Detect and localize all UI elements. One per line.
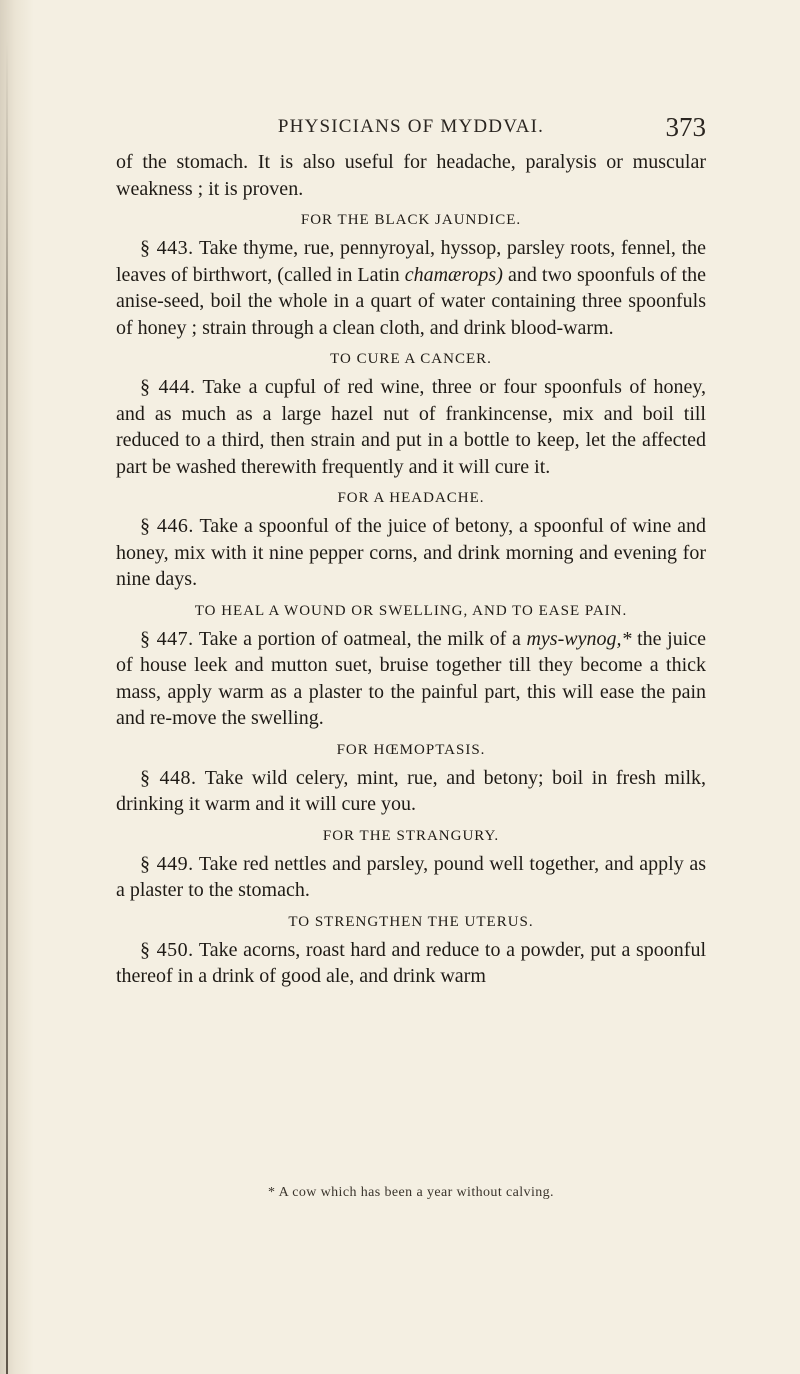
- section-text: the juice of house leek and mutton suet, bruise together till they become a thick mass, apply warm as a plaster to the painful part, this will ease the pain and re-move the swelling.: [116, 627, 707, 729]
- section-number: § 449.: [140, 852, 194, 875]
- section-paragraph: [116, 626, 706, 732]
- section-text: Take wild celery, mint, rue, and betony; boil in fresh milk, drinking it warm and it will cure you.: [116, 766, 707, 815]
- section-text: Take a portion of oatmeal, the milk of a: [198, 627, 521, 650]
- section-number: § 446.: [140, 515, 194, 537]
- binding-edge: [6, 40, 8, 1374]
- section-paragraph: [116, 374, 706, 480]
- section-paragraph: [116, 513, 706, 593]
- section-text: Take acorns, roast hard and reduce to a powder, put a spoonful thereof in a drink of good ale, and drink warm: [116, 938, 707, 987]
- section-text: Take thyme, rue, pennyroyal, hyssop, parsley roots, fennel, the leaves of birthwort, (called in Latin: [116, 237, 706, 286]
- section-number: § 443.: [140, 237, 194, 259]
- section-number: § 448.: [140, 766, 197, 789]
- section-number: § 444.: [140, 376, 196, 398]
- section-heading: FOR THE STRANGURY.: [322, 827, 500, 844]
- section-paragraph: [116, 937, 706, 990]
- page-header: [116, 112, 706, 146]
- section-text: Take a cupful of red wine, three or four spoonfuls of honey, and as much as a large hazel nut of frankincense, mix and boil till reduced to a third, then strain and put in a bottle to keep, let the affected part be washed therewith frequently and it will cure it.: [116, 376, 707, 478]
- section-number: § 447.: [140, 627, 194, 650]
- section-text: and two spoonfuls of the anise-seed, boil the whole in a quart of water containing three spoonfuls of honey ; strain through a clean cloth, and drink blood-warm.: [116, 263, 706, 339]
- section-text: Take a spoonful of the juice of betony, a spoonful of wine and honey, mix with it nine pepper corns, and drink morning and evening for nine days.: [116, 515, 707, 590]
- section-heading: FOR A HEADACHE.: [337, 490, 485, 506]
- section-number: § 450.: [140, 938, 194, 961]
- section-text: Take red nettles and parsley, pound well together, and apply as a plaster to the stomach.: [116, 852, 707, 901]
- welsh-term: mys-wynog,*: [526, 627, 632, 650]
- section-paragraph: [116, 235, 706, 341]
- intro-paragraph: of the stomach. It is also useful for headache, paralysis or muscular weakness ; it is proven.: [116, 151, 706, 200]
- footnote: * A cow which has been a year without calving.: [268, 1185, 554, 1200]
- section-paragraph: [116, 851, 706, 904]
- section-heading: TO STRENGTHEN THE UTERUS.: [288, 913, 534, 930]
- section-heading: TO CURE A CANCER.: [330, 351, 492, 367]
- section-heading: TO HEAL A WOUND OR SWELLING, AND TO EASE PAIN.: [194, 602, 628, 619]
- page-body: [116, 149, 706, 990]
- page-number: 373: [665, 112, 706, 142]
- section-paragraph: [116, 765, 706, 818]
- section-heading: FOR HŒMOPTASIS.: [336, 741, 486, 758]
- latin-term: chamærops): [404, 263, 503, 286]
- running-head: PHYSICIANS OF MYDDVAI.: [277, 116, 545, 137]
- section-heading: FOR THE BLACK JAUNDICE.: [300, 212, 522, 228]
